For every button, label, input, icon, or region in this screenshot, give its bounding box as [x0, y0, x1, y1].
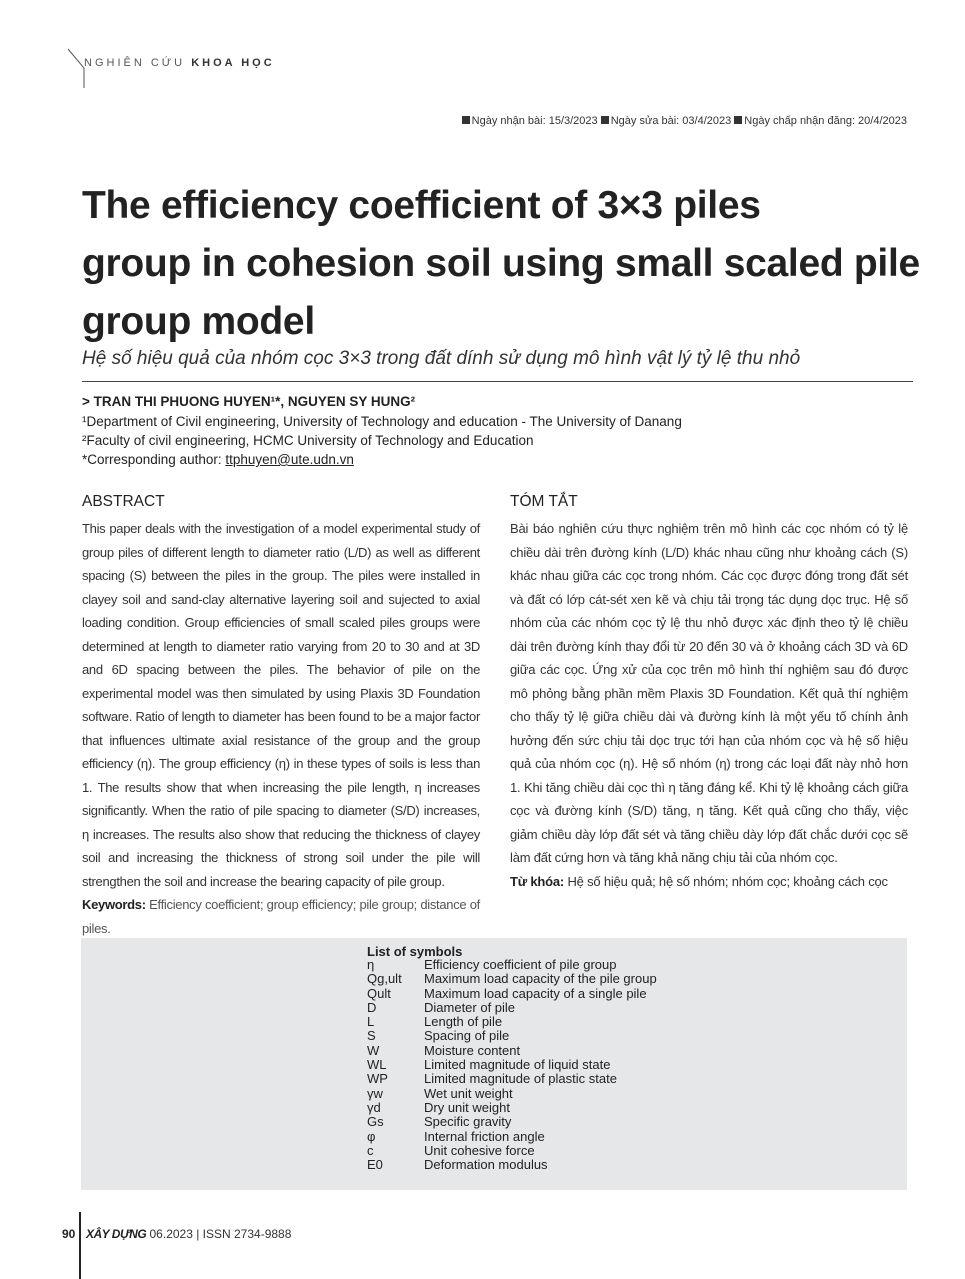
abstract-text: This paper deals with the investigation of a model experimental study of group piles of different length to diameter ratio (L/D) as well as different spacing (S) between the piles in the group. The piles were installed in clayey soil and sand-clay alternative layering soil and sujected to axial loading condition. Group efficiencies of small scaled piles groups were determined at length to diameter ratio varying from 20 to 30 and at 3D and 6D spacing between the piles. The behavior of pile on the experimental model was then simulated by using Plaxis 3D Foundation software. Ratio of length to diameter has been found to be a major factor that influences ultimate axial resistance of the group and the group efficiency (η). The group efficiency (η) in these types of soils is less than 1. The results show that when increasing the pile length, η increases significantly. When the ratio of pile spacing to diameter (S/D) increases, η increases. The results also show that reducing the thickness of clayey soil and increasing the thickness of strong soil under the pile will strengthen the soil and increase the bearing capacity of pile group. [82, 521, 480, 889]
author-list: > TRAN THI PHUONG HUYEN¹*, NGUYEN SY HUNG² [82, 394, 416, 409]
symbol-description: Length of pile [424, 1014, 503, 1030]
symbols-table [367, 958, 657, 1172]
article-dates [462, 115, 907, 127]
symbol-cell: γw [367, 1085, 383, 1101]
abstract-keywords [82, 893, 480, 940]
keywords-label: Keywords: [82, 897, 146, 912]
title-divider [82, 381, 913, 382]
symbol-description: Internal friction angle [424, 1128, 545, 1144]
tomtat-heading: TÓM TẮT [510, 493, 578, 510]
symbol-cell: S [367, 1028, 376, 1044]
symbols-title: List of symbols [367, 944, 463, 959]
abstract-body [82, 517, 480, 940]
symbol-cell: W [367, 1042, 380, 1058]
corresponding-email-link[interactable]: ttphuyen@ute.udn.vn [225, 452, 354, 467]
symbol-row [367, 1029, 657, 1043]
symbol-description: Efficiency coefficient of pile group [424, 957, 617, 972]
symbol-row [367, 958, 657, 972]
affiliation-1: ¹Department of Civil engineering, University of Technology and education - The University of Danang [82, 414, 682, 429]
symbol-cell: c [367, 1142, 374, 1158]
symbol-cell: E0 [367, 1157, 383, 1173]
symbol-cell: D [367, 999, 377, 1015]
symbol-description: Specific gravity [424, 1114, 512, 1130]
bullet-square-icon [734, 116, 742, 124]
date-accepted: Ngày chấp nhận đăng: 20/4/2023 [744, 115, 907, 127]
section-label-light: NGHIÊN CỨU [84, 57, 186, 69]
title-line: group in cohesion soil using small scaled pile [82, 242, 920, 285]
symbol-description: Limited magnitude of liquid state [424, 1057, 611, 1073]
corresponding-label: *Corresponding author: [82, 452, 226, 467]
symbol-cell: Qult [367, 985, 391, 1001]
paper-title [82, 177, 942, 351]
symbol-description: Spacing of pile [424, 1028, 510, 1044]
symbol-row [367, 1072, 657, 1086]
symbol-cell: η [367, 957, 375, 972]
symbol-row [367, 1115, 657, 1129]
symbol-row [367, 1044, 657, 1058]
tukhoa-text: Hệ số hiệu quả; hệ số nhóm; nhóm cọc; khoảng cách cọc [564, 873, 888, 889]
bullet-square-icon [601, 116, 609, 124]
symbol-row [367, 1130, 657, 1144]
abstract-heading: ABSTRACT [82, 493, 165, 510]
tomtat-text: Bài báo nghiên cứu thực nghiệm trên mô hình các cọc nhóm có tỷ lệ chiều dài trên đường kính (L/D) khác nhau cũng như khoảng cách (S) khác nhau giữa các cọc trong nhóm. Các cọc được đóng trong đất sét và đất có lớp cát-sét xen kẽ và chịu tải trọng tác dụng dọc trục. Hệ số nhóm của các nhóm cọc tỷ lệ thu nhỏ được xác định theo tỷ lệ chiều dài trên đường kính thay đổi từ 20 đến 30 và ở khoảng cách 3D và 6D giữa các cọc. Ứng xử của cọc trên mô hình thí nghiệm sau đó được mô phỏng bằng phần mềm Plaxis 3D Foundation. Kết quả thí nghiệm cho thấy tỷ lệ giữa chiều dài và đường kính là một yếu tố chính ảnh hưởng đến sức chịu tải dọc trục tới hạn của nhóm cọc và hệ số hiệu quả của nhóm cọc (η). Hệ số nhóm (η) trong các loại đất này nhỏ hơn 1. Khi tăng chiều dài cọc thì η tăng đáng kể. Khi tỷ lệ khoảng cách giữa cọc và đường kính (S/D) tăng, η tăng. Kết quả cũng cho thấy, việc giảm chiều dày lớp đất sét và tăng chiều dày lớp đất chắc dưới cọc sẽ làm đất cứng hơn và tăng khả năng chịu tải của nhóm cọc. [510, 521, 908, 865]
symbol-description: Limited magnitude of plastic state [424, 1071, 617, 1087]
section-label [84, 57, 275, 69]
bullet-square-icon [462, 116, 470, 124]
journal-brand: XÂY DỰNG [86, 1227, 147, 1241]
affiliation-2: ²Faculty of civil engineering, HCMC University of Technology and Education [82, 433, 534, 448]
symbol-row [367, 1001, 657, 1015]
symbol-description: Moisture content [424, 1042, 521, 1058]
symbol-cell: γd [367, 1099, 381, 1115]
symbol-row [367, 1087, 657, 1101]
symbol-cell: Gs [367, 1114, 384, 1130]
symbol-row [367, 1015, 657, 1029]
symbol-description: Dry unit weight [424, 1099, 510, 1115]
corresponding-author [82, 452, 354, 467]
symbol-description: Diameter of pile [424, 999, 516, 1015]
symbol-description: Deformation modulus [424, 1157, 548, 1173]
symbol-row [367, 987, 657, 1001]
symbol-row [367, 972, 657, 986]
symbol-row [367, 1158, 657, 1172]
date-revised: Ngày sửa bài: 03/4/2023 [610, 115, 732, 127]
symbol-row [367, 1058, 657, 1072]
keywords-text: Efficiency coefficient; group efficiency; pile group; distance of piles. [82, 897, 480, 936]
tukhoa-label: Từ khóa: [510, 873, 565, 889]
symbol-cell: WL [367, 1057, 387, 1073]
tomtat-keywords [510, 870, 908, 894]
symbol-cell: Qg,ult [367, 971, 402, 987]
journal-issue: 06.2023 | ISSN 2734-9888 [146, 1227, 292, 1241]
page-number: 90 [62, 1227, 76, 1241]
symbol-description: Maximum load capacity of the pile group [424, 971, 657, 987]
title-line: The efficiency coefficient of 3×3 piles [82, 184, 761, 227]
symbol-cell: WP [367, 1071, 388, 1087]
symbol-description: Maximum load capacity of a single pile [424, 985, 647, 1001]
paper-subtitle: Hệ số hiệu quả của nhóm cọc 3×3 trong đất dính sử dụng mô hình vật lý tỷ lệ thu nhỏ [82, 348, 801, 369]
date-received: Ngày nhận bài: 15/3/2023 [471, 115, 598, 127]
symbol-row [367, 1101, 657, 1115]
symbol-description: Unit cohesive force [424, 1142, 535, 1158]
symbol-cell: φ [367, 1128, 376, 1144]
footer-bar [79, 1212, 81, 1279]
title-line: group model [82, 300, 315, 343]
section-label-bold: KHOA HỌC [191, 57, 275, 69]
tomtat-body [510, 517, 908, 893]
symbol-description: Wet unit weight [424, 1085, 513, 1101]
footer-journal [86, 1227, 291, 1241]
symbol-row [367, 1144, 657, 1158]
symbol-cell: L [367, 1014, 375, 1030]
